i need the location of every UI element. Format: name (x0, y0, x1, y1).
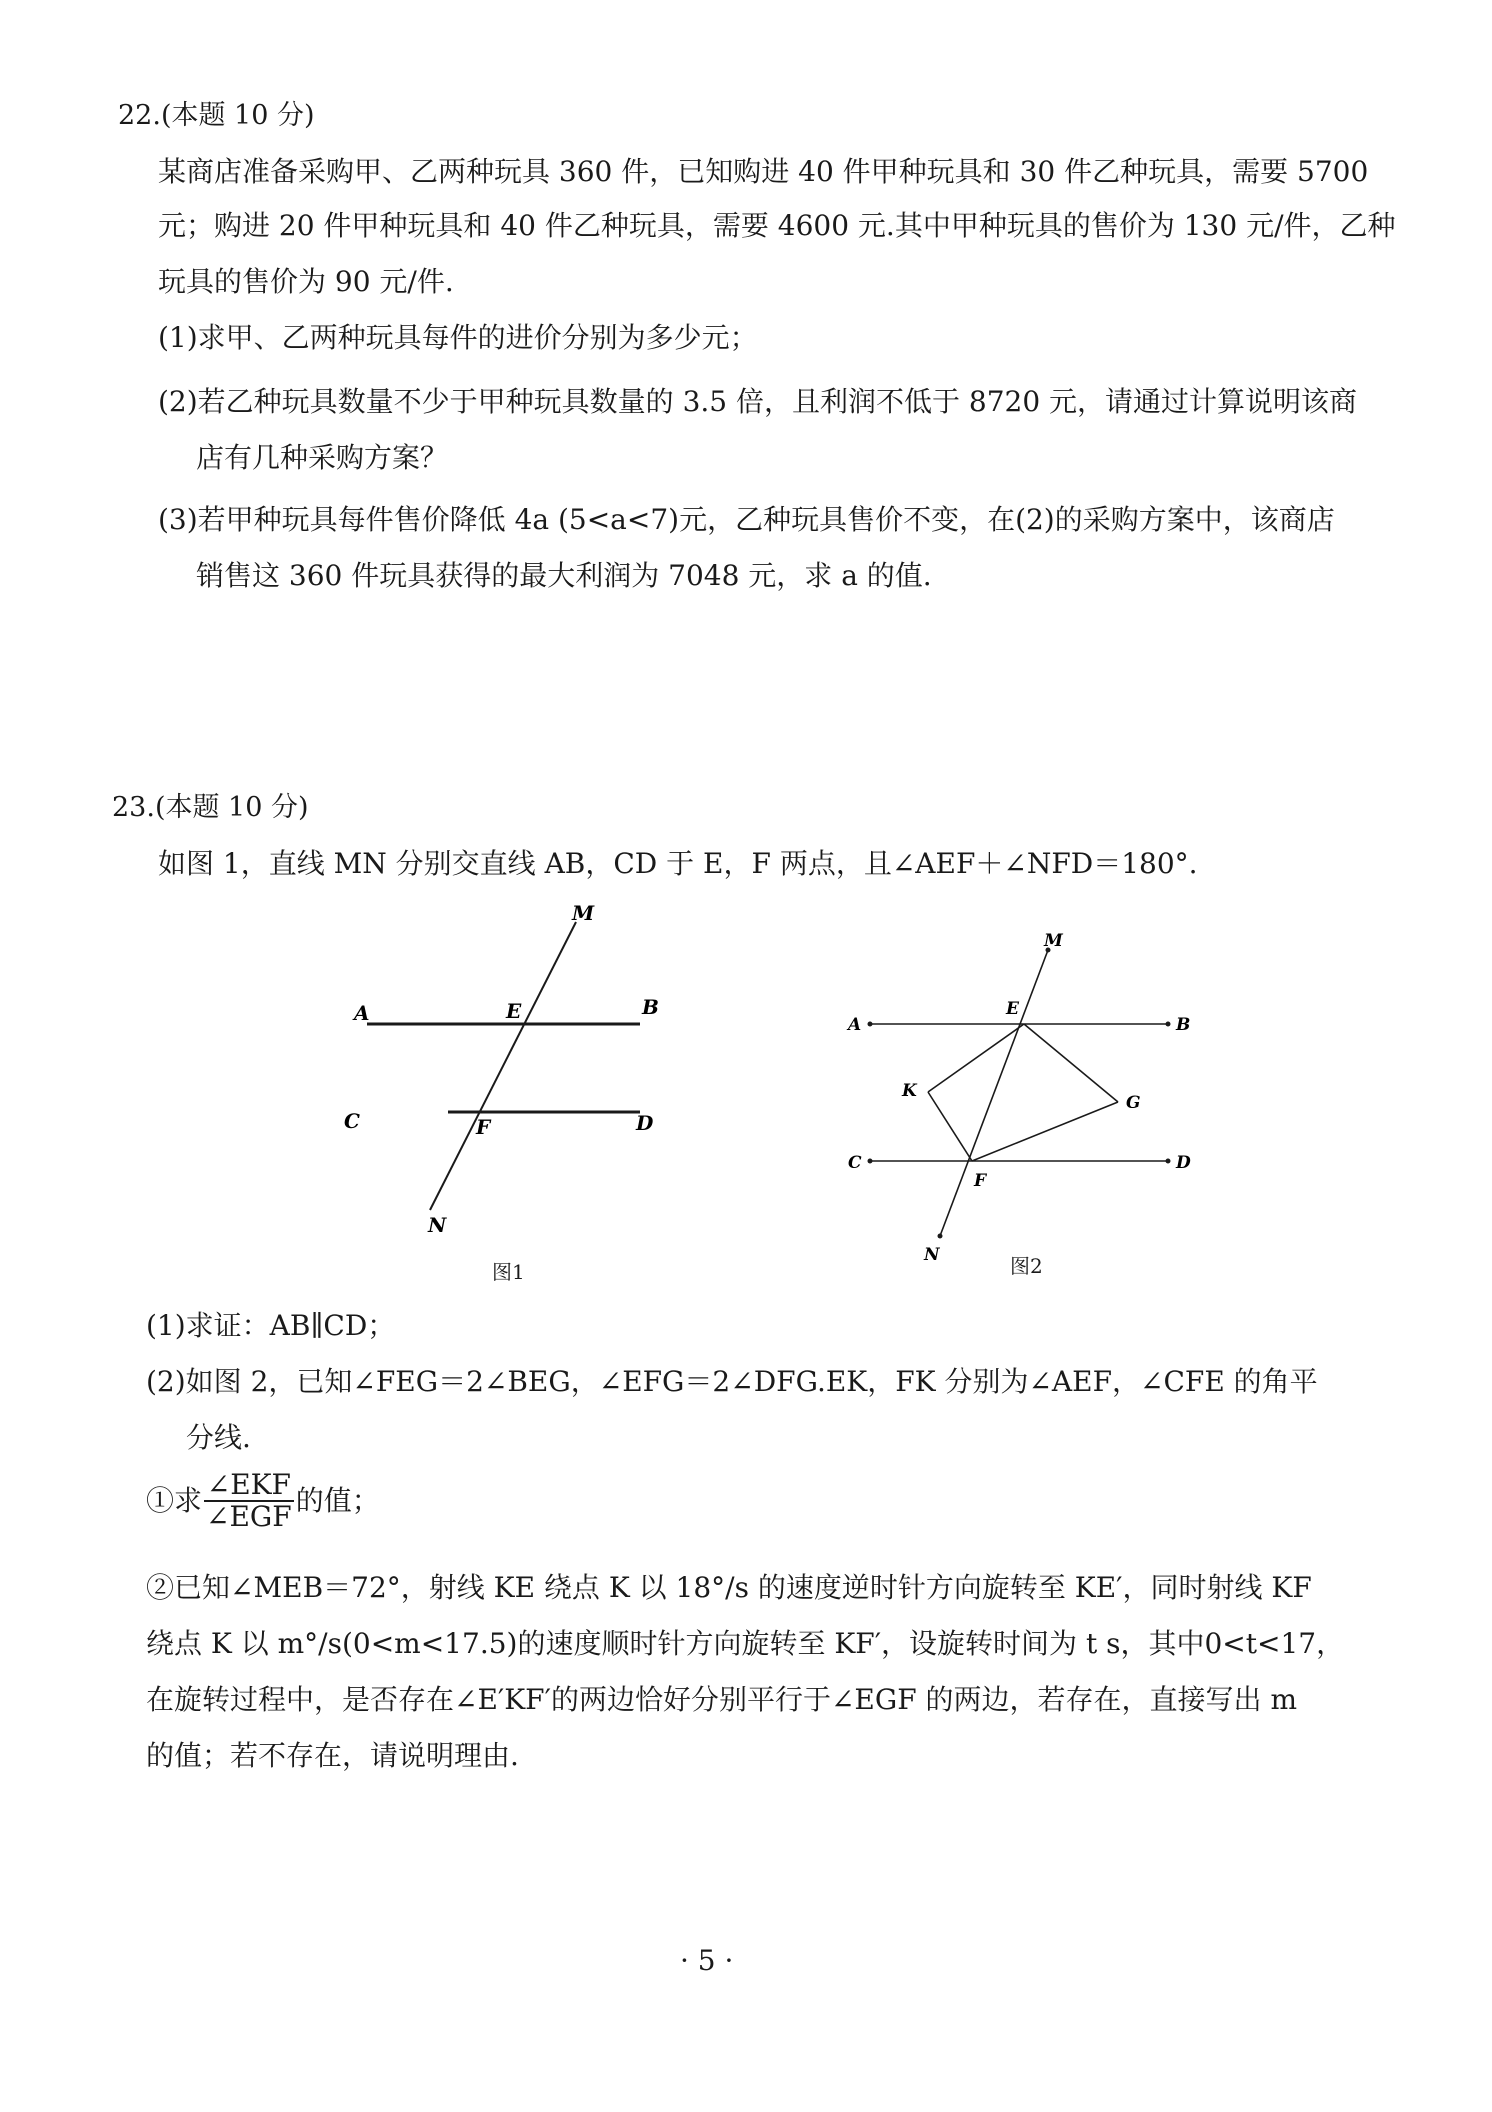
fig2-caption: 图2 (1010, 1254, 1043, 1278)
q23-part2-line1: (2)如图 2，已知∠FEG＝2∠BEG，∠EFG＝2∠DFG.EK，FK 分别为∠AEF，∠CFE 的角平 (146, 1365, 1318, 1398)
fig2-label-a: A (848, 1015, 862, 1035)
q22-title: 22.(本题 10 分) (118, 100, 315, 131)
fig2-label-n: N (924, 1245, 940, 1265)
fig1-label-c: C (344, 1109, 360, 1133)
q23-sub1-prefix: ①求 (146, 1484, 203, 1517)
fig2-line-mn (940, 950, 1048, 1236)
fig2-label-f: F (974, 1171, 987, 1191)
fig1-label-a: A (354, 1001, 370, 1025)
fig2-label-m: M (1044, 931, 1063, 951)
fig2-line-ek (928, 1024, 1024, 1092)
q22-part2-line2: 店有几种采购方案？ (196, 441, 449, 474)
q22-part3-line1: (3)若甲种玩具每件售价降低 4a (5<a<7)元，乙种玩具售价不变，在(2)的采购方案中，该商店 (158, 503, 1335, 536)
fig2-label-e: E (1006, 999, 1019, 1019)
fig1-label-m: M (572, 901, 595, 925)
figure-1 (340, 892, 700, 1242)
q23-sub2-line4: 的值；若不存在，请说明理由. (146, 1739, 519, 1772)
fig2-line-kf (928, 1092, 972, 1161)
fig2-label-b: B (1176, 1015, 1191, 1035)
q22-part1: (1)求甲、乙两种玩具每件的进价分别为多少元； (158, 321, 758, 354)
page-number: · 5 · (680, 1944, 734, 1977)
fig1-label-f: F (476, 1115, 491, 1139)
fig2-label-d: D (1176, 1153, 1191, 1173)
q22-stem-line3: 玩具的售价为 90 元/件. (158, 265, 454, 298)
q23-sub1-denominator: ∠EGF (206, 1500, 292, 1533)
q23-sub1 (146, 1470, 380, 1532)
q23-sub2-line2: 绕点 K 以 m°/s(0<m<17.5)的速度顺时针方向旋转至 KF′，设旋转时间为 t s，其中0<t<17， (146, 1627, 1345, 1660)
q22-part3-line2: 销售这 360 件玩具获得的最大利润为 7048 元，求 a 的值. (196, 559, 932, 592)
fig1-caption: 图1 (492, 1260, 525, 1284)
fig2-point-c (868, 1159, 873, 1164)
q23-stem: 如图 1，直线 MN 分别交直线 AB，CD 于 E，F 两点，且∠AEF＋∠NFD＝180°. (158, 847, 1198, 880)
fig2-line-eg (1024, 1024, 1118, 1102)
q23-part1: (1)求证：AB∥CD； (146, 1309, 396, 1342)
fig2-line-gf (972, 1102, 1118, 1161)
fig1-line-mn (430, 922, 576, 1210)
q22-part2-line1: (2)若乙种玩具数量不少于甲种玩具数量的 3.5 倍，且利润不低于 8720 元，请通过计算说明该商 (158, 385, 1358, 418)
q23-sub1-suffix: 的值； (295, 1484, 380, 1517)
fig1-label-d: D (636, 1111, 654, 1135)
fig2-point-b (1166, 1022, 1171, 1027)
figure-2 (840, 924, 1220, 1276)
q23-title: 23.(本题 10 分) (112, 792, 309, 823)
q22-stem-line1: 某商店准备采购甲、乙两种玩具 360 件，已知购进 40 件甲种玩具和 30 件乙种玩具，需要 5700 (158, 155, 1369, 188)
fig1-label-b: B (642, 995, 659, 1019)
fig2-label-c: C (848, 1153, 862, 1173)
q23-sub2-line3: 在旋转过程中，是否存在∠E′KF′的两边恰好分别平行于∠EGF 的两边，若存在，直接写出 m (146, 1683, 1298, 1716)
fig2-label-g: G (1126, 1093, 1141, 1113)
q23-sub1-numerator: ∠EKF (204, 1470, 294, 1502)
q23-part2-line2: 分线. (186, 1421, 251, 1454)
fig1-label-e: E (506, 999, 522, 1023)
fig1-label-n: N (428, 1213, 447, 1237)
q22-stem-line2: 元；购进 20 件甲种玩具和 40 件乙种玩具，需要 4600 元.其中甲种玩具的售价为 130 元/件，乙种 (158, 209, 1396, 242)
fig2-point-a (868, 1022, 873, 1027)
fig2-label-k: K (902, 1081, 917, 1101)
q23-sub2-line1: ②已知∠MEB＝72°，射线 KE 绕点 K 以 18°/s 的速度逆时针方向旋转至 KE′，同时射线 KF (146, 1571, 1312, 1604)
fig2-point-n (938, 1234, 943, 1239)
fig2-point-d (1166, 1159, 1171, 1164)
q23-sub1-fraction (204, 1470, 294, 1532)
